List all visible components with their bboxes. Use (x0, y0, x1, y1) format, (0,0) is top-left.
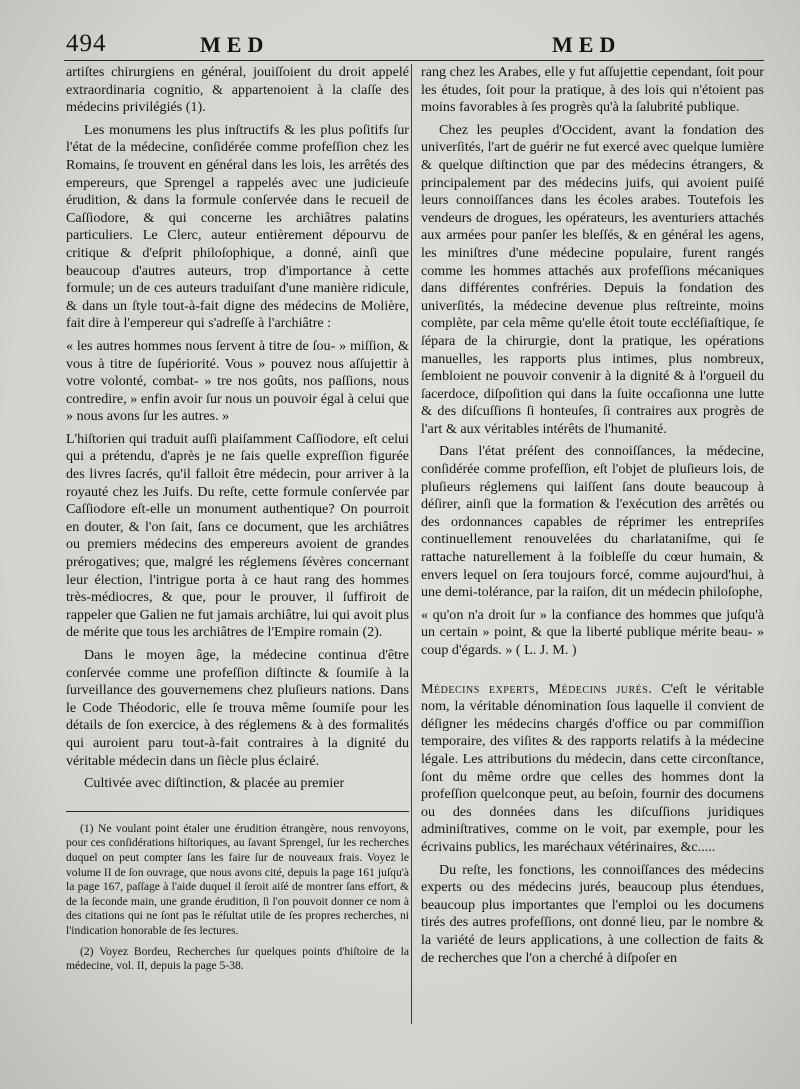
left-column (66, 64, 409, 980)
running-head-left: MED (200, 32, 270, 57)
paragraph: artiſtes chirurgiens en général, jouiſſoient du droit appelé extraordinaria cognitio, & appartenoient à la claſſe des médecins privilégiés (1). (66, 64, 409, 116)
running-head-right: MED (552, 32, 622, 57)
page-header (0, 30, 800, 60)
column-divider (411, 64, 412, 1024)
paragraph: Dans le moyen âge, la médecine continua d'être conſervée comme une profeſſion diſtincte & ſoumiſe à la ſurveillance des gouvernemens chez pluſieurs nations. Dans le Code Théodoric, elle ſe trouva même ſoumiſe pour les détails de ſon exercice, à des réglemens & à des formalités qui auroient paru tout-à-fait contraires à la dignité du véritable médecin dans un ſiècle plus éclairé. (66, 647, 409, 769)
paragraph: Dans l'état préſent des connoiſſances, la médecine, conſidérée comme profeſſion, eſt l'objet de pluſieurs lois, de pluſieurs réglemens qui laiſſent ſans doute beaucoup à déſirer, ainſi que la formation & l'exécution des arrêtés ou des ordonnances capables de réprimer les entrepriſes continuellement renouvelées du charlataniſme, qui ſe rattache naturellement à la foibleſſe du cœur humain, & envers lequel on ſera toujours forcé, comme aujourd'hui, à une demi-tolérance, par la raiſon, dit un médecin philoſophe, (421, 443, 764, 601)
paragraph: rang chez les Arabes, elle y fut aſſujettie cependant, ſoit pour les études, ſoit pour la pratique, à des lois qui n'étoient pas moins favorables à ſes progrès qu'à la ſalubrité publique. (421, 64, 764, 116)
header-rule (64, 60, 764, 61)
footnotes (66, 811, 409, 974)
footnote: (2) Voyez Bordeu, Recherches ſur quelques points d'hiſtoire de la médecine, vol. II, depuis la page 5-38. (66, 944, 409, 973)
quotation: « les autres hommes nous ſervent à titre de ſou- » miſſion, & vous à titre de ſupériorité. Vous » pouvez nous aſſujettir à votre volonté, combat- » tre nos goûts, nos paſſions, nous contredire, » enfin avoir ſur nous un pouvoir égal à celui que » nous avons ſur les autres. » (66, 337, 409, 425)
right-column (421, 64, 764, 972)
paragraph: Chez les peuples d'Occident, avant la fondation des univerſités, l'art de guérir ne fut exercé avec quelque lumière & quelque diſtinction que par des médecins étrangers, & principalement par des médecins juifs, qui avoient puiſé leurs connoiſſances dans les écoles arabes. Toutefois les vendeurs de drogues, les opérateurs, les aventuriers attachés aux armées pour panſer les bleſſés, & en général les agens, les miniſtres d'une médecine populaire, furent rangés comme les hommes attachés aux profeſſions mécaniques dans différentes confréries. Depuis la fondation des univerſités, la médecine devenue plus reſtreinte, moins complète, par cela même qu'elle étoit toute eccléſiaſtique, ſe ſépara de la chirurgie, dont la pratique, les opérations manuelles, les rapports plus intimes, plus nombreux, ſembloient ne pouvoir convenir à la dignité & à l'orgueil du ſacerdoce, diſpoſition qui dans la ſuite occaſionna une lutte & des diſcuſſions ſi honteuſes, ſi contraires aux progrès de l'art & aux véritables intérêts de l'humanité. (421, 121, 764, 437)
entry-title: Médecins experts, Médecins jurés. (421, 680, 653, 697)
paragraph: Du reſte, les fonctions, les connoiſſances des médecins experts ou des médecins jurés, beaucoup plus étendues, beaucoup plus importantes que l'emploi ou les documens tirés des autres profeſſions, ont donné lieu, par le nombre & la variété de leurs applications, à une collection de faits & de recherches que l'on a cherché à diſpoſer en (421, 861, 764, 966)
entry-text: C'eſt le véritable nom, la véritable dénomination ſous laquelle il convient de déſigner les médecins chargés d'office ou par commiſſion temporaire, des viſites & des rapports relatifs à la médecine légale. Les attributions du médecin, dans cette circonſtance, ſont du même ordre que celles des hommes dont la profeſſion quelconque peut, au beſoin, fournir des documens ou des données dans les diſcuſſions juridiques adminiſtratives, comme on le voit, par exemple, pour les écrivains publics, les maréchaux vétérinaires, &c..... (421, 680, 765, 855)
entry-spacer (421, 665, 764, 681)
paragraph: Les monumens les plus inſtructifs & les plus poſitifs ſur l'état de la médecine, conſidérée comme profeſſion chez les Romains, ſe trouvent en général dans les lois, les arrêtés des empereurs, que Sprengel a rappelés avec une judicieuſe érudition, & dans la formule conſervée dans le recueil de Caſſiodore, & qui concerne les archiâtres palatins particuliers. Le Clerc, auteur entièrement dépourvu de critique & d'eſprit philoſophique, a donné, ainſi que beaucoup d'autres auteurs, trop d'importance à cette formule; un de ces auteurs traduiſant d'une manière ridicule, & dans un ſtyle tout-à-fait digne des médecins de Molière, fait dire à l'empereur qui s'adreſſe à l'archiâtre : (66, 121, 409, 332)
page-number: 494 (66, 30, 107, 57)
paragraph: Cultivée avec diſtinction, & placée au premier (84, 775, 345, 792)
quotation: « qu'on n'a droit ſur » la confiance des hommes que juſqu'à un certain » point, & que la liberté publique mérite beau- » coup d'égards. » ( L. J. M. ) (421, 606, 764, 658)
footnote: (1) Ne voulant point étaler une érudition étrangère, nous renvoyons, pour ces conſidérations hiſtoriques, au ſavant Sprengel, ſur les recherches duquel on peut compter ſans les faire ſur de nouveaux frais. Voyez le volume II de ſon ouvrage, que nous avons cité, depuis la page 161 juſqu'à la page 167, paſſage à l'aide duquel il ſeroit aiſé de montrer ſans effort, & de la ſeconde main, une grande érudition, ſi l'on pouvoit donner ce nom à des citations qui ne ſont pas le réſultat utile de ſes propres recherches, ni l'indication honorable de ſes lectures. (66, 821, 409, 937)
paragraph: L'hiſtorien qui traduit auſſi plaiſamment Caſſiodore, eſt celui qui a prétendu, d'après je ne ſais quelle expreſſion figurée des livres ſacrés, qu'il falloit être médecin, pour arriver à la royauté chez les Juifs. Du reſte, cette formule conſervée par Caſſiodore eſt-elle un monument authentique? On pourroit en douter, & l'on ſait, ſans ce document, que les archiâtres ou premiers médecins des empereurs avoient de grandes prérogatives; que, malgré les réglemens ſévères concernant leur élection, l'intrigue porta à ce haut rang des hommes très-médiocres, & que, pour le prouver, il ſuffiroit de rappeler que Galien ne fut jamais archiâtre, lui qui avoit plus de mérite que tous les archiâtres de l'Empire romain (2). (66, 430, 409, 641)
entry-paragraph (421, 681, 764, 857)
